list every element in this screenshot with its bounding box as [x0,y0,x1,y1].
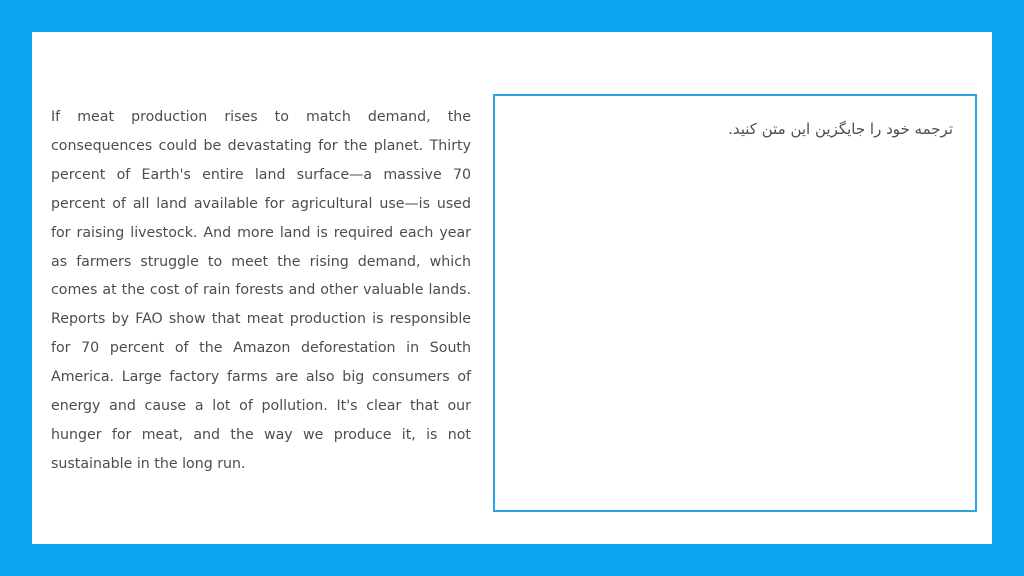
translation-text-box[interactable] [493,94,977,512]
translation-placeholder: ترجمه خود را جایگزین این متن کنید. [728,120,953,138]
source-paragraph: If meat production rises to match demand, the consequences could be devastating for the planet. Thirty percent of Earth's entire land surface—a massive 70 percent of all land available for agricultural use—is used for raising livestock. And more land is required each year as farmers struggle to meet the rising demand, which comes at the cost of rain forests and other valuable lands. Reports by FAO show that meat production is responsible for 70 percent of the Amazon deforestation in South America. Large factory farms are also big consumers of energy and cause a lot of pollution. It's clear that our hunger for meat, and the way we produce it, is not sustainable in the long run. [51,109,471,472]
slide-card [32,32,992,544]
